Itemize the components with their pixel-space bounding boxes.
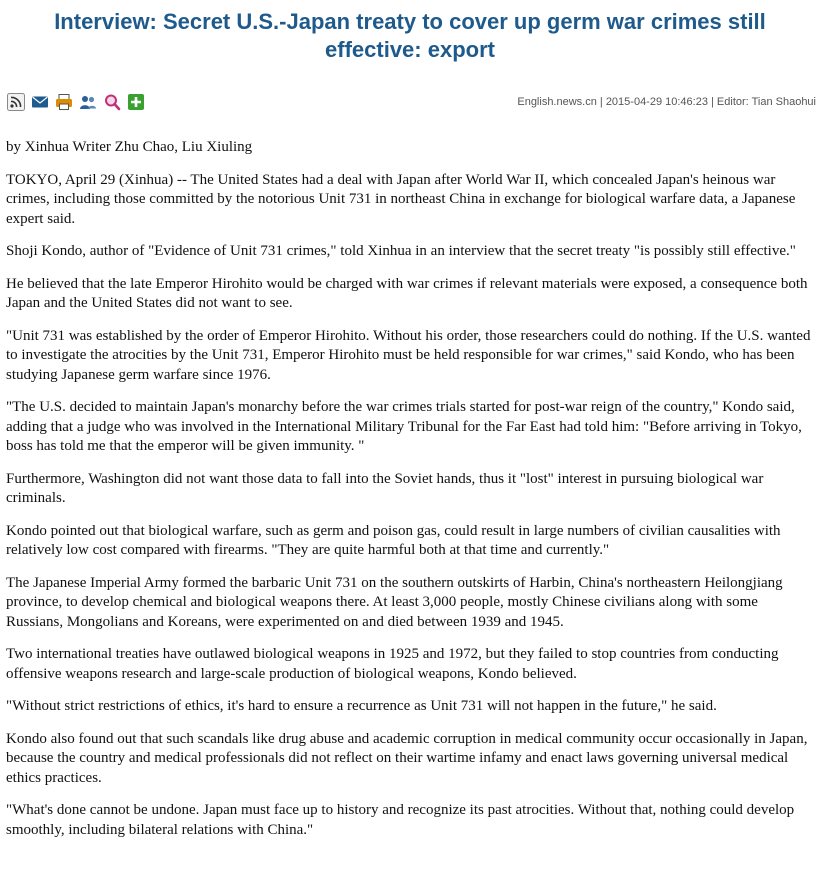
article-paragraph: Kondo also found out that such scandals like drug abuse and academic corruption in medical community occur occasionally in Japan, because the country and medical professionals did not reflect on their wartime infamy and enact laws governing universal medical ethics practices. bbox=[6, 730, 808, 786]
article-paragraph: Furthermore, Washington did not want those data to fall into the Soviet hands, thus it "lost" interest in pursuing biological war criminals. bbox=[6, 470, 764, 506]
article-meta: English.news.cn | 2015-04-29 10:46:23 | Editor: Tian Shaohui bbox=[517, 96, 816, 108]
share-icon[interactable] bbox=[79, 93, 97, 111]
headline bbox=[0, 8, 820, 64]
article-paragraph: "The U.S. decided to maintain Japan's monarchy before the war crimes trials started for post-war reign of the country," Kondo said, adding that a judge who was involved in the International Military Tribunal for the Far East had told him: "Before arriving in Tokyo, boss has told me that the emperor will be given immunity. " bbox=[6, 399, 802, 454]
article-paragraph: "Without strict restrictions of ethics, it's hard to ensure a recurrence as Unit 731 will not happen in the future," he said. bbox=[6, 698, 717, 714]
article-paragraph: The Japanese Imperial Army formed the barbaric Unit 731 on the southern outskirts of Harbin, China's northeastern Heilongjiang province, to develop chemical and biological weapons there. At least 3,000 people, mostly Chinese civilians along with some Russians, Mongolians and Koreans, were experimented on and died between 1939 and 1945. bbox=[6, 574, 783, 630]
article-paragraph: Two international treaties have outlawed biological weapons in 1925 and 1972, but they failed to stop countries from conducting offensive weapons research and large-scale production of biological weapons, Kondo believed. bbox=[6, 646, 779, 682]
share-toolbar bbox=[7, 92, 145, 112]
article-body bbox=[6, 138, 816, 853]
print-icon[interactable] bbox=[55, 93, 73, 111]
email-icon[interactable] bbox=[31, 93, 49, 111]
article-paragraph: "What's done cannot be undone. Japan must face up to history and recognize its past atrocities. Without that, nothing could develop smoothly, including bilateral relations with China." bbox=[6, 802, 795, 838]
search-icon[interactable] bbox=[103, 93, 121, 111]
headline-line-1: Interview: Secret U.S.-Japan treaty to cover up germ war crimes still bbox=[54, 9, 766, 34]
article-paragraph: "Unit 731 was established by the order of Emperor Hirohito. Without his order, those researchers could do nothing. If the U.S. wanted to investigate the atrocities by the Unit 731, Emperor Hirohito must be held responsible for war crimes," said Kondo, who has been studying Japanese germ warfare since 1976. bbox=[6, 327, 811, 383]
byline: by Xinhua Writer Zhu Chao, Liu Xiuling bbox=[6, 139, 253, 155]
article-paragraph: Kondo pointed out that biological warfare, such as germ and poison gas, could result in large numbers of civilian causalities with relatively low cost compared with firearms. "They are quite harmful both at that time and currently." bbox=[6, 522, 781, 558]
add-icon[interactable] bbox=[127, 93, 145, 111]
rss-icon[interactable] bbox=[7, 93, 25, 111]
headline-line-2: effective: export bbox=[325, 37, 495, 62]
article-paragraph: Shoji Kondo, author of "Evidence of Unit 731 crimes," told Xinhua in an interview that the secret treaty "is possibly still effective." bbox=[6, 243, 796, 259]
article-paragraph: He believed that the late Emperor Hirohito would be charged with war crimes if relevant materials were exposed, a consequence both Japan and the United States did not want to see. bbox=[6, 275, 808, 311]
article-paragraph: TOKYO, April 29 (Xinhua) -- The United States had a deal with Japan after World War II, which concealed Japan's heinous war crimes, including those committed by the notorious Unit 731 in northeast China in exchange for biological warfare data, a Japanese expert said. bbox=[6, 171, 796, 227]
